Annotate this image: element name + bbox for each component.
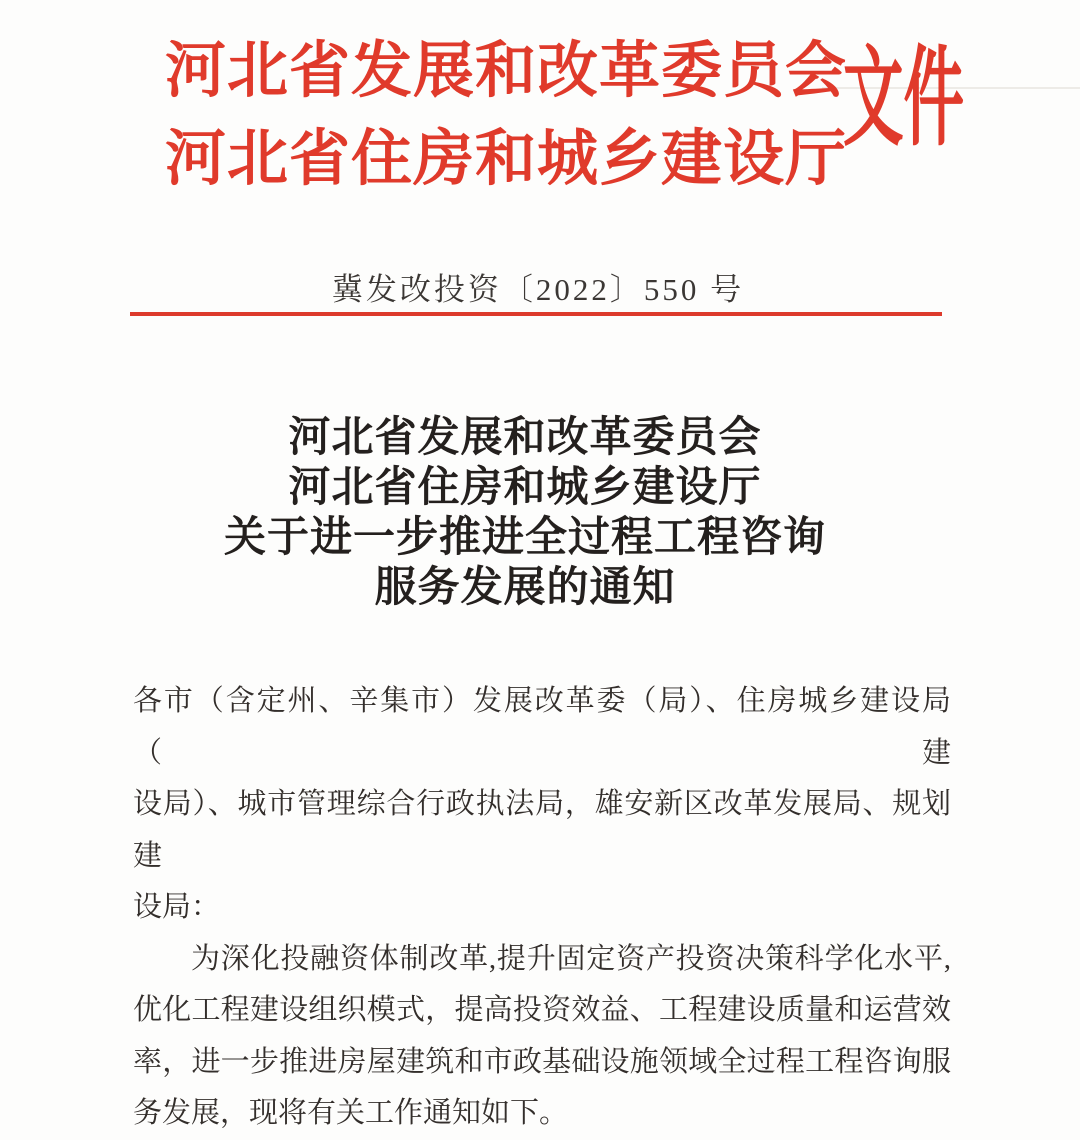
intro-paragraph (133, 934, 951, 1140)
doc-type-label: 文件 (843, 40, 964, 159)
addressee-paragraph (133, 676, 951, 934)
agency-name-line1: 河北省发展和改革委员会 (165, 38, 848, 105)
body-line: 设局： (133, 891, 221, 923)
body-line: 务发展，现将有关工作通知如下。 (133, 1097, 569, 1129)
title-line: 河北省住房和城乡建设厅 (288, 465, 762, 511)
document-title (0, 413, 1050, 613)
title-line: 河北省发展和改革委员会 (288, 415, 762, 461)
document-number: 冀发改投资〔2022〕550 号 (331, 272, 745, 307)
title-line: 关于进一步推进全过程工程咨询 (223, 515, 826, 561)
title-line: 服务发展的通知 (374, 565, 676, 611)
agency-name-line2: 河北省住房和城乡建设厅 (165, 126, 848, 193)
document-body (133, 676, 951, 1140)
body-line: 各市（含定州、辛集市）发展改革委（局）、住房城乡建设局（建 (133, 685, 951, 769)
issuing-agencies (165, 28, 848, 204)
body-line: 优化工程建设组织模式，提高投资效益、工程建设质量和运营效 (133, 994, 951, 1026)
red-divider-line (130, 312, 942, 316)
body-line: 为深化投融资体制改革,提升固定资产投资决策科学化水平, (191, 942, 951, 975)
body-line: 设局）、城市管理综合行政执法局，雄安新区改革发展局、规划建 (133, 788, 951, 872)
body-line: 率，进一步推进房屋建筑和市政基础设施领域全过程工程咨询服 (133, 1045, 951, 1078)
